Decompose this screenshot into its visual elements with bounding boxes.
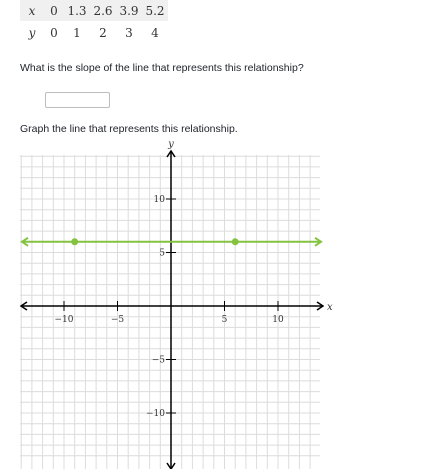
y-tick-label: 10 <box>153 195 165 205</box>
y-value: 2 <box>99 26 107 40</box>
slope-answer-input[interactable] <box>45 92 110 108</box>
x-value: 3.9 <box>119 3 139 18</box>
y-axis-label: y <box>168 139 174 150</box>
x-axis-label: x <box>327 302 333 313</box>
coordinate-plane[interactable] <box>0 134 447 469</box>
tick-labels <box>55 195 284 419</box>
grid <box>20 155 320 469</box>
x-value: 0 <box>50 3 58 18</box>
x-tick-label: 5 <box>221 315 228 325</box>
y-tick-label: −10 <box>146 409 165 419</box>
x-tick-label: −10 <box>54 315 74 325</box>
y-tick-label: −5 <box>151 355 165 366</box>
slope-question: What is the slope of the line that represents this relationship? <box>20 62 304 74</box>
y-tick-label: 5 <box>159 248 165 259</box>
draggable-point[interactable] <box>71 238 78 245</box>
y-header: y <box>28 26 36 40</box>
y-value: 3 <box>125 26 133 40</box>
x-value: 5.2 <box>145 3 165 18</box>
data-table <box>20 0 168 45</box>
x-header: x <box>28 3 36 18</box>
y-value: 4 <box>151 26 159 40</box>
x-value: 2.6 <box>93 3 113 18</box>
table-row-y <box>20 21 168 45</box>
x-value: 1.3 <box>67 3 87 18</box>
x-tick-label: −5 <box>110 315 125 325</box>
y-value: 1 <box>73 26 81 40</box>
graph-question: Graph the line that represents this relationship. <box>20 123 238 135</box>
table-row-x <box>20 0 168 21</box>
draggable-point[interactable] <box>232 238 239 245</box>
x-tick-label: 10 <box>272 315 284 325</box>
y-value: 0 <box>50 26 58 40</box>
